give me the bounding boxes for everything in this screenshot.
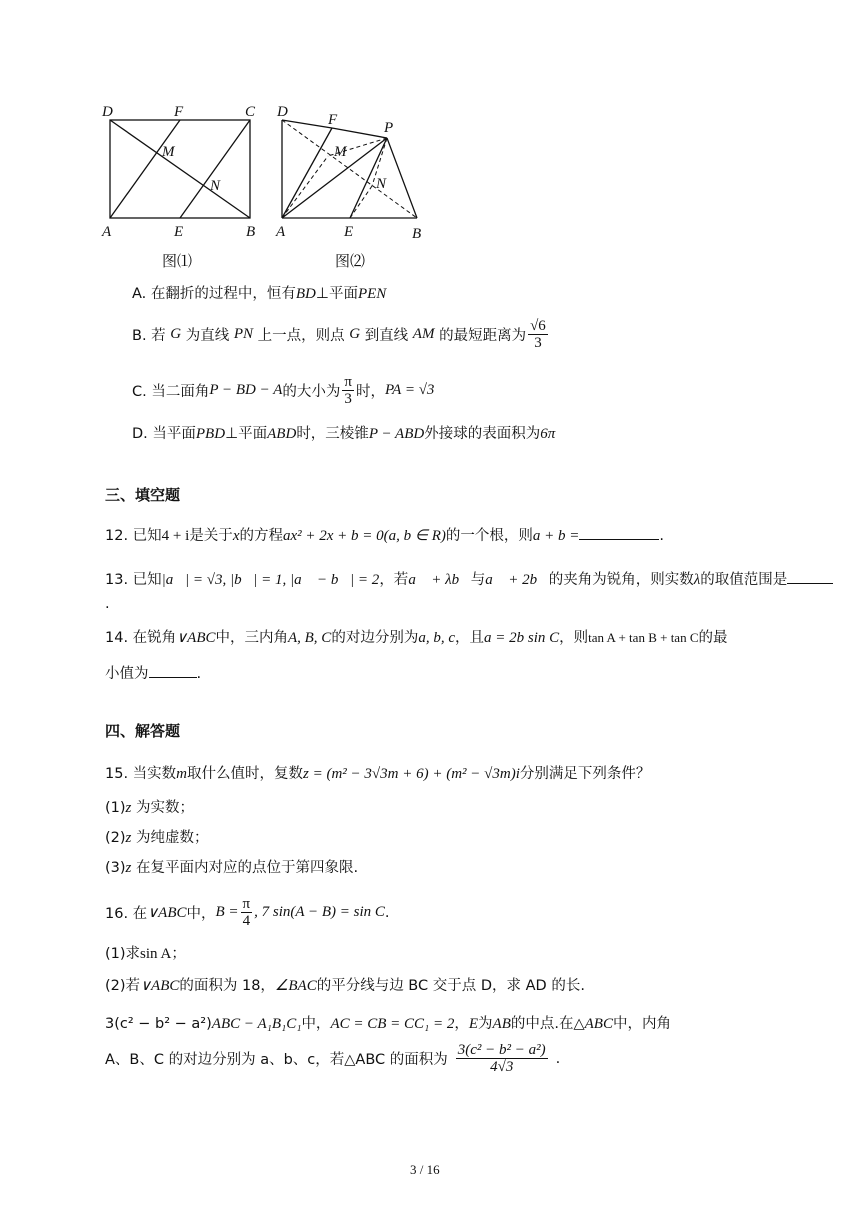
option-d-pbd: PBD <box>195 426 226 442</box>
q15-s2: (2) <box>105 830 126 846</box>
q12-eq: ax² + 2x + b = 0(a, b ∈ R) <box>282 528 446 544</box>
fig1-diagonal-db <box>110 120 250 218</box>
question-16 <box>105 896 390 929</box>
q13-lambda: λ <box>693 572 701 588</box>
q14-blank[interactable] <box>149 663 197 678</box>
q17-t2: ， <box>454 1016 469 1032</box>
q13-t2: 与 <box>470 572 486 588</box>
q16-sub2 <box>105 974 585 995</box>
fig1-label-D: D <box>102 104 113 120</box>
q16-s1end: ； <box>171 946 186 962</box>
q16-eq: , 7 sin(A − B) = sin C <box>254 904 385 920</box>
fig2-line-af <box>282 128 332 218</box>
q15-sub1 <box>105 796 194 817</box>
q16-s2t2: 的平分线与边 BC 交于点 D，求 AD 的长. <box>316 978 585 994</box>
fig2-line-pb <box>387 138 417 218</box>
figure-1-caption: 图⑴ <box>162 254 193 270</box>
q13-t4: 的取值范围是 <box>700 572 788 588</box>
fig2-label-P: P <box>384 120 394 136</box>
q14-t1: 中，三内角 <box>215 630 288 646</box>
option-b-pn: PN <box>233 326 254 342</box>
q16-num: 16. 在 <box>105 906 148 922</box>
q14-end: . <box>196 666 202 682</box>
fig1-label-F: F <box>174 104 184 120</box>
q15-t1: 取什么值时，复数 <box>187 766 304 782</box>
q16-b: B = <box>215 904 239 920</box>
option-d-abd: ABD <box>267 426 297 442</box>
option-d-expr: P − ABD <box>368 426 425 442</box>
option-b-am: AM <box>412 326 435 342</box>
figure-2 <box>272 98 432 243</box>
q14-t4: ，则 <box>559 630 589 646</box>
q12-t2: 的方程 <box>239 528 283 544</box>
q16-den: 4 <box>242 913 251 929</box>
section-4-title: 四、解答题 <box>105 722 181 740</box>
q16-s1: (1)求 <box>105 946 141 962</box>
fig2-dashed-en <box>350 186 372 218</box>
q16-pi: π <box>242 896 251 912</box>
option-d <box>132 422 555 443</box>
fig1-label-B: B <box>246 224 256 240</box>
q17-t5: 中，内角 <box>612 1016 671 1032</box>
q14-eq: a = 2b sin C <box>484 630 560 646</box>
option-c-t1: 的大小为 <box>282 384 341 400</box>
q16-end: . <box>384 904 390 921</box>
q15-s3z: z <box>125 860 132 876</box>
fig2-label-M: M <box>334 144 347 160</box>
option-c-den: 3 <box>344 391 352 407</box>
q15-s2t: 为纯虚数； <box>136 830 209 846</box>
q17-ab: AB <box>492 1016 511 1032</box>
fig2-label-N: N <box>376 176 387 192</box>
question-17 <box>105 1012 671 1033</box>
q17-end: . <box>555 1050 561 1067</box>
q15-s2z: z <box>125 830 132 846</box>
q17-prism: ABC − A₁B₁C₁ <box>211 1016 302 1032</box>
q16-fraction <box>241 896 253 929</box>
q17-den-expr: 4√3 <box>490 1059 514 1075</box>
question-14-line2 <box>105 662 201 683</box>
fig2-label-B: B <box>412 226 422 242</box>
fig2-label-A: A <box>276 224 286 240</box>
q16-s2t1: 的面积为 18， <box>179 978 275 994</box>
q13-num: 13. 已知 <box>105 572 162 588</box>
q15-num: 15. 当实数 <box>105 766 177 782</box>
option-b-fraction <box>528 318 548 351</box>
q12-blank[interactable] <box>579 525 659 540</box>
question-12 <box>105 524 664 545</box>
q15-s1: (1) <box>105 800 126 816</box>
option-d-perp: ⊥ <box>225 426 239 442</box>
q15-z: z = (m² − 3√3m + 6) + (m² − √3m)i <box>303 766 520 782</box>
page-number: 3 / 16 <box>410 1162 440 1177</box>
q17-line2: A、B、C 的对边分别为 a、b、c，若△ABC 的面积为 <box>105 1052 448 1068</box>
q17-abc: ABC <box>584 1016 613 1032</box>
fig1-label-A: A <box>102 224 112 240</box>
option-c-pa: PA = √3 <box>384 382 435 398</box>
option-b-t4: 的最短距离为 <box>439 328 527 344</box>
q13-cond: |a⃗| = √3, |b⃗| = 1, |a⃗ − b⃗| = 2 <box>161 572 380 588</box>
option-c <box>132 374 434 407</box>
section-3-title: 三、填空题 <box>105 486 181 504</box>
q14-num: 14. 在锐角 <box>105 630 177 646</box>
option-d-t2: 时，三棱锥 <box>296 426 369 442</box>
q12-num: 12. 已知 <box>105 528 162 544</box>
q12-x: x <box>232 528 240 544</box>
option-d-t1: 平面 <box>238 426 268 442</box>
option-b-t2: 上一点，则点 <box>257 328 345 344</box>
q17-e: E <box>468 1016 479 1032</box>
q16-tri: ∨ABC <box>147 905 187 921</box>
q13-blank[interactable] <box>787 569 833 584</box>
q15-t2: 分别满足下列条件？ <box>519 766 651 782</box>
q17-fraction <box>456 1042 548 1075</box>
q15-m: m <box>176 766 188 782</box>
figure-2-caption: 图⑵ <box>335 254 366 270</box>
fig2-line-df <box>282 120 332 128</box>
q14-tri: ∨ABC <box>176 630 216 646</box>
q13-dot: . <box>105 596 110 612</box>
q13-v1: a⃗ + λb⃗ <box>408 572 471 588</box>
fig1-label-N: N <box>210 178 221 194</box>
fig2-label-F: F <box>328 112 338 128</box>
option-b-g2: G <box>349 326 361 342</box>
q14-sides: a, b, c <box>418 630 455 646</box>
q17-eq: AC = CB = CC₁ = 2 <box>330 1016 455 1032</box>
q15-s3t: 在复平面内对应的点位于第四象限. <box>136 860 359 876</box>
q16-s2ang: ∠BAC <box>274 978 317 994</box>
option-a-prefix: A. 在翻折的过程中，恒有 <box>132 286 296 302</box>
option-d-prefix: D. 当平面 <box>132 426 196 442</box>
q16-sub1 <box>105 942 186 963</box>
q15-s1t: 为实数； <box>136 800 194 816</box>
question-15 <box>105 762 650 783</box>
q17-num: 3(c² − b² − a²) <box>105 1016 212 1032</box>
option-b-g1: G <box>170 326 182 342</box>
q14-expr: tan A + tan B + tan C <box>588 630 699 645</box>
option-a-bd: BD <box>295 286 316 302</box>
option-b <box>132 318 550 351</box>
q13-t3: 的夹角为锐角，则实数 <box>548 572 694 588</box>
q14-t2: 的对边分别为 <box>331 630 419 646</box>
option-c-prefix: C. 当二面角 <box>132 384 210 400</box>
fig2-dashed-am <box>282 156 328 218</box>
q13-t1: ，若 <box>379 572 409 588</box>
q12-z: 4 + i <box>161 528 190 544</box>
option-b-t1: 为直线 <box>185 328 230 344</box>
q16-t1: 中， <box>186 906 216 922</box>
q17-t4: 的中点.在△ <box>510 1016 585 1032</box>
fig1-label-M: M <box>162 144 175 160</box>
q17-t1: 中， <box>301 1016 331 1032</box>
q13-v2: a⃗ + 2b⃗ <box>485 572 549 588</box>
question-17-line2 <box>105 1042 560 1075</box>
option-c-fraction <box>342 374 354 407</box>
q12-end: . <box>659 528 664 544</box>
option-b-t3: 到直线 <box>364 328 409 344</box>
q15-sub3 <box>105 856 358 877</box>
fig2-label-D: D <box>277 104 288 120</box>
q12-t1: 是关于 <box>189 528 233 544</box>
option-b-den: 3 <box>534 335 542 351</box>
option-a-perp: ⊥ <box>315 286 329 302</box>
option-b-num: √6 <box>530 318 546 334</box>
q14-angles: A, B, C <box>287 630 332 646</box>
q15-sub2 <box>105 826 209 847</box>
q14-t5: 的最 <box>698 630 728 646</box>
option-a-plane: 平面 <box>328 286 358 302</box>
q15-s1z: z <box>125 800 132 816</box>
q16-s2: (2)若 <box>105 978 141 994</box>
fig2-label-E: E <box>344 224 354 240</box>
option-c-t2: 时， <box>355 384 385 400</box>
q16-s2tri: ∨ABC <box>140 978 180 994</box>
fig1-line-af <box>110 120 180 218</box>
fig1-label-E: E <box>174 224 184 240</box>
figure-1 <box>100 98 265 243</box>
option-c-num: π <box>344 374 352 390</box>
question-14 <box>105 626 728 647</box>
q12-t3: 的一个根，则 <box>445 528 533 544</box>
q16-s1e: sin A <box>140 946 172 962</box>
fig1-line-ec <box>180 120 250 218</box>
option-a-pen: PEN <box>357 286 387 302</box>
q14-line2: 小值为 <box>105 666 149 682</box>
q15-s3: (3) <box>105 860 126 876</box>
q17-t3: 为 <box>478 1016 493 1032</box>
question-13 <box>105 568 833 589</box>
q17-num-expr: 3(c² − b² − a²) <box>457 1042 546 1058</box>
q14-t3: ，且 <box>455 630 484 646</box>
option-c-expr: P − BD − A <box>209 382 283 398</box>
fig1-label-C: C <box>245 104 256 120</box>
fig2-line-fp <box>332 128 387 138</box>
option-a <box>132 282 386 303</box>
option-d-t3: 外接球的表面积为 <box>424 426 541 442</box>
option-b-prefix: B. 若 <box>132 328 166 344</box>
q12-expr: a + b = <box>532 528 580 544</box>
option-d-val: 6π <box>540 426 556 442</box>
